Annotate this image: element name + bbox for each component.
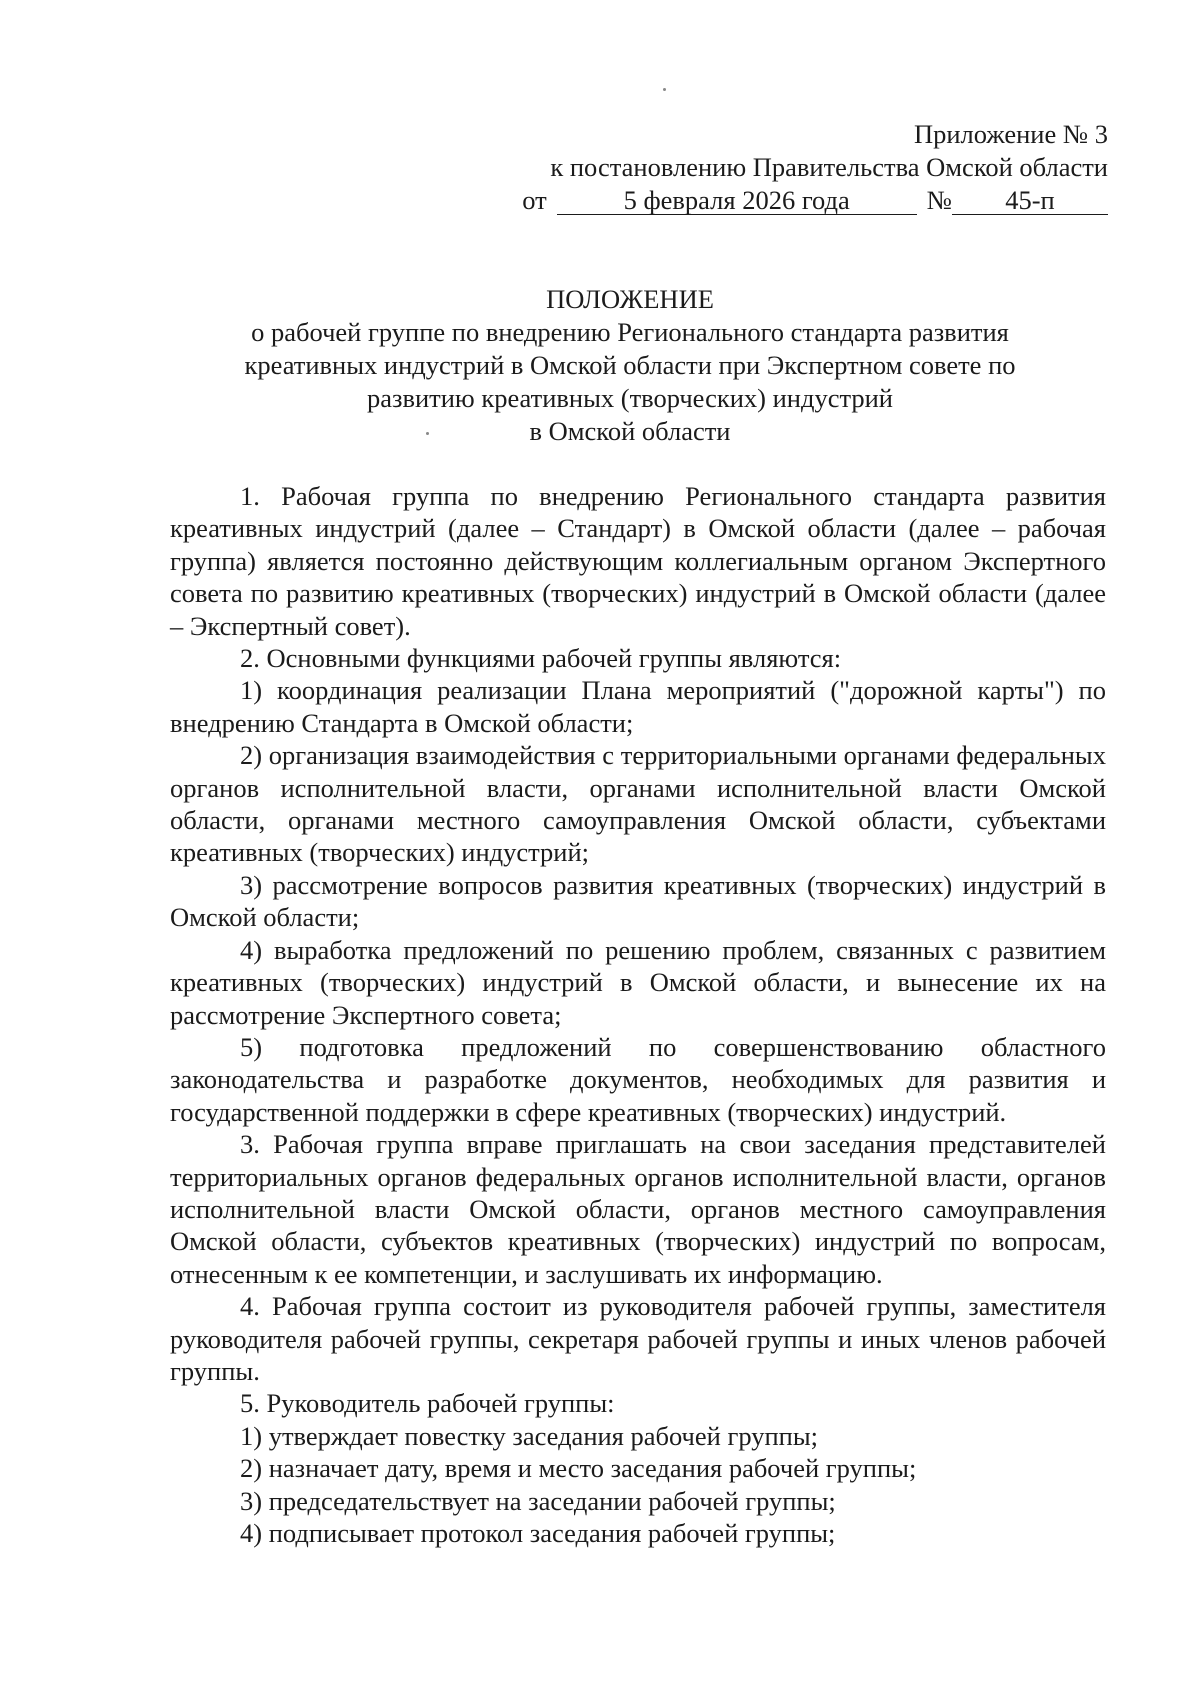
paragraph-5: 5. Руководитель рабочей группы: xyxy=(240,1388,615,1419)
document-body xyxy=(170,480,1106,1549)
resolution-date: 5 февраля 2026 года xyxy=(557,186,917,215)
annex-number: Приложение № 3 xyxy=(913,119,1108,149)
leader-item-2: 2) назначает дату, время и место заседания рабочей группы; xyxy=(240,1453,917,1484)
paragraph-2: 2. Основными функциями рабочей группы являются: xyxy=(240,643,842,674)
function-item-4: 4) выработка предложений по решению проблем, связанных с развитием креативных (творческих) индустрий в Омской области, и вынесение их на рассмотрение Экспертного совета; xyxy=(170,934,1106,1030)
paragraph-3: 3. Рабочая группа вправе приглашать на свои заседания представителей территориальных органов федеральных органов исполнительной власти, органов исполнительной власти Омской области, органов местного самоуправления Омской области, субъектов креативных (творческих) индустрий по вопросам, отнесенным к ее компетенции, и заслушивать их информацию. xyxy=(170,1129,1106,1289)
title-subtitle-line: в Омской области xyxy=(529,416,731,446)
leader-item-4: 4) подписывает протокол заседания рабочей группы; xyxy=(240,1518,836,1548)
paragraph-1: 1. Рабочая группа по внедрению Регионального стандарта развития креативных индустрий (далее – Стандарт) в Омской области (далее – рабочая группа) является постоянно действующим коллегиальным органом Экспертного совета по развитию креативных (творческих) индустрий в Омской области (далее – Экспертный совет). xyxy=(170,481,1106,641)
function-item-2: 2) организация взаимодействия с территориальными органами федеральных органов исполнительной власти, органами исполнительной власти Омской области, органами местного самоуправления Омской области, субъектами креативных (творческих) индустрий; xyxy=(170,740,1106,868)
annex-resolution: к постановлению Правительства Омской области xyxy=(550,152,1108,182)
leader-item-1: 1) утверждает повестку заседания рабочей группы; xyxy=(240,1420,819,1451)
paragraph-4: 4. Рабочая группа состоит из руководителя рабочей группы, заместителя руководителя рабочей группы, секретаря рабочей группы и иных членов рабочей группы. xyxy=(170,1291,1106,1386)
title-subtitle-line: развитию креативных (творческих) индустрий xyxy=(366,383,893,413)
annex-block xyxy=(468,118,1108,217)
resolution-number: 45-п xyxy=(952,186,1108,215)
number-label: № xyxy=(926,185,952,215)
function-item-1: 1) координация реализации Плана мероприятий ("дорожной карты") по внедрению Стандарта в Омской области; xyxy=(170,675,1106,738)
document-title xyxy=(150,283,1110,448)
title-subtitle-line: о рабочей группе по внедрению Регионального стандарта развития xyxy=(251,317,1009,347)
function-item-5: 5) подготовка предложений по совершенствованию областного законодательства и разработке документов, необходимых для развития и государственной поддержки в сфере креативных (творческих) индустрий. xyxy=(170,1031,1106,1127)
title-subtitle-line: креативных индустрий в Омской области при Экспертном совете по xyxy=(244,350,1016,380)
scan-speck xyxy=(663,88,666,91)
leader-item-3: 3) председательствует на заседании рабочей группы; xyxy=(240,1485,836,1516)
from-label: от xyxy=(522,185,547,215)
title-heading: ПОЛОЖЕНИЕ xyxy=(546,284,714,314)
annex-date-number-line xyxy=(468,184,1108,217)
function-item-3: 3) рассмотрение вопросов развития креативных (творческих) индустрий в Омской области; xyxy=(170,869,1106,933)
